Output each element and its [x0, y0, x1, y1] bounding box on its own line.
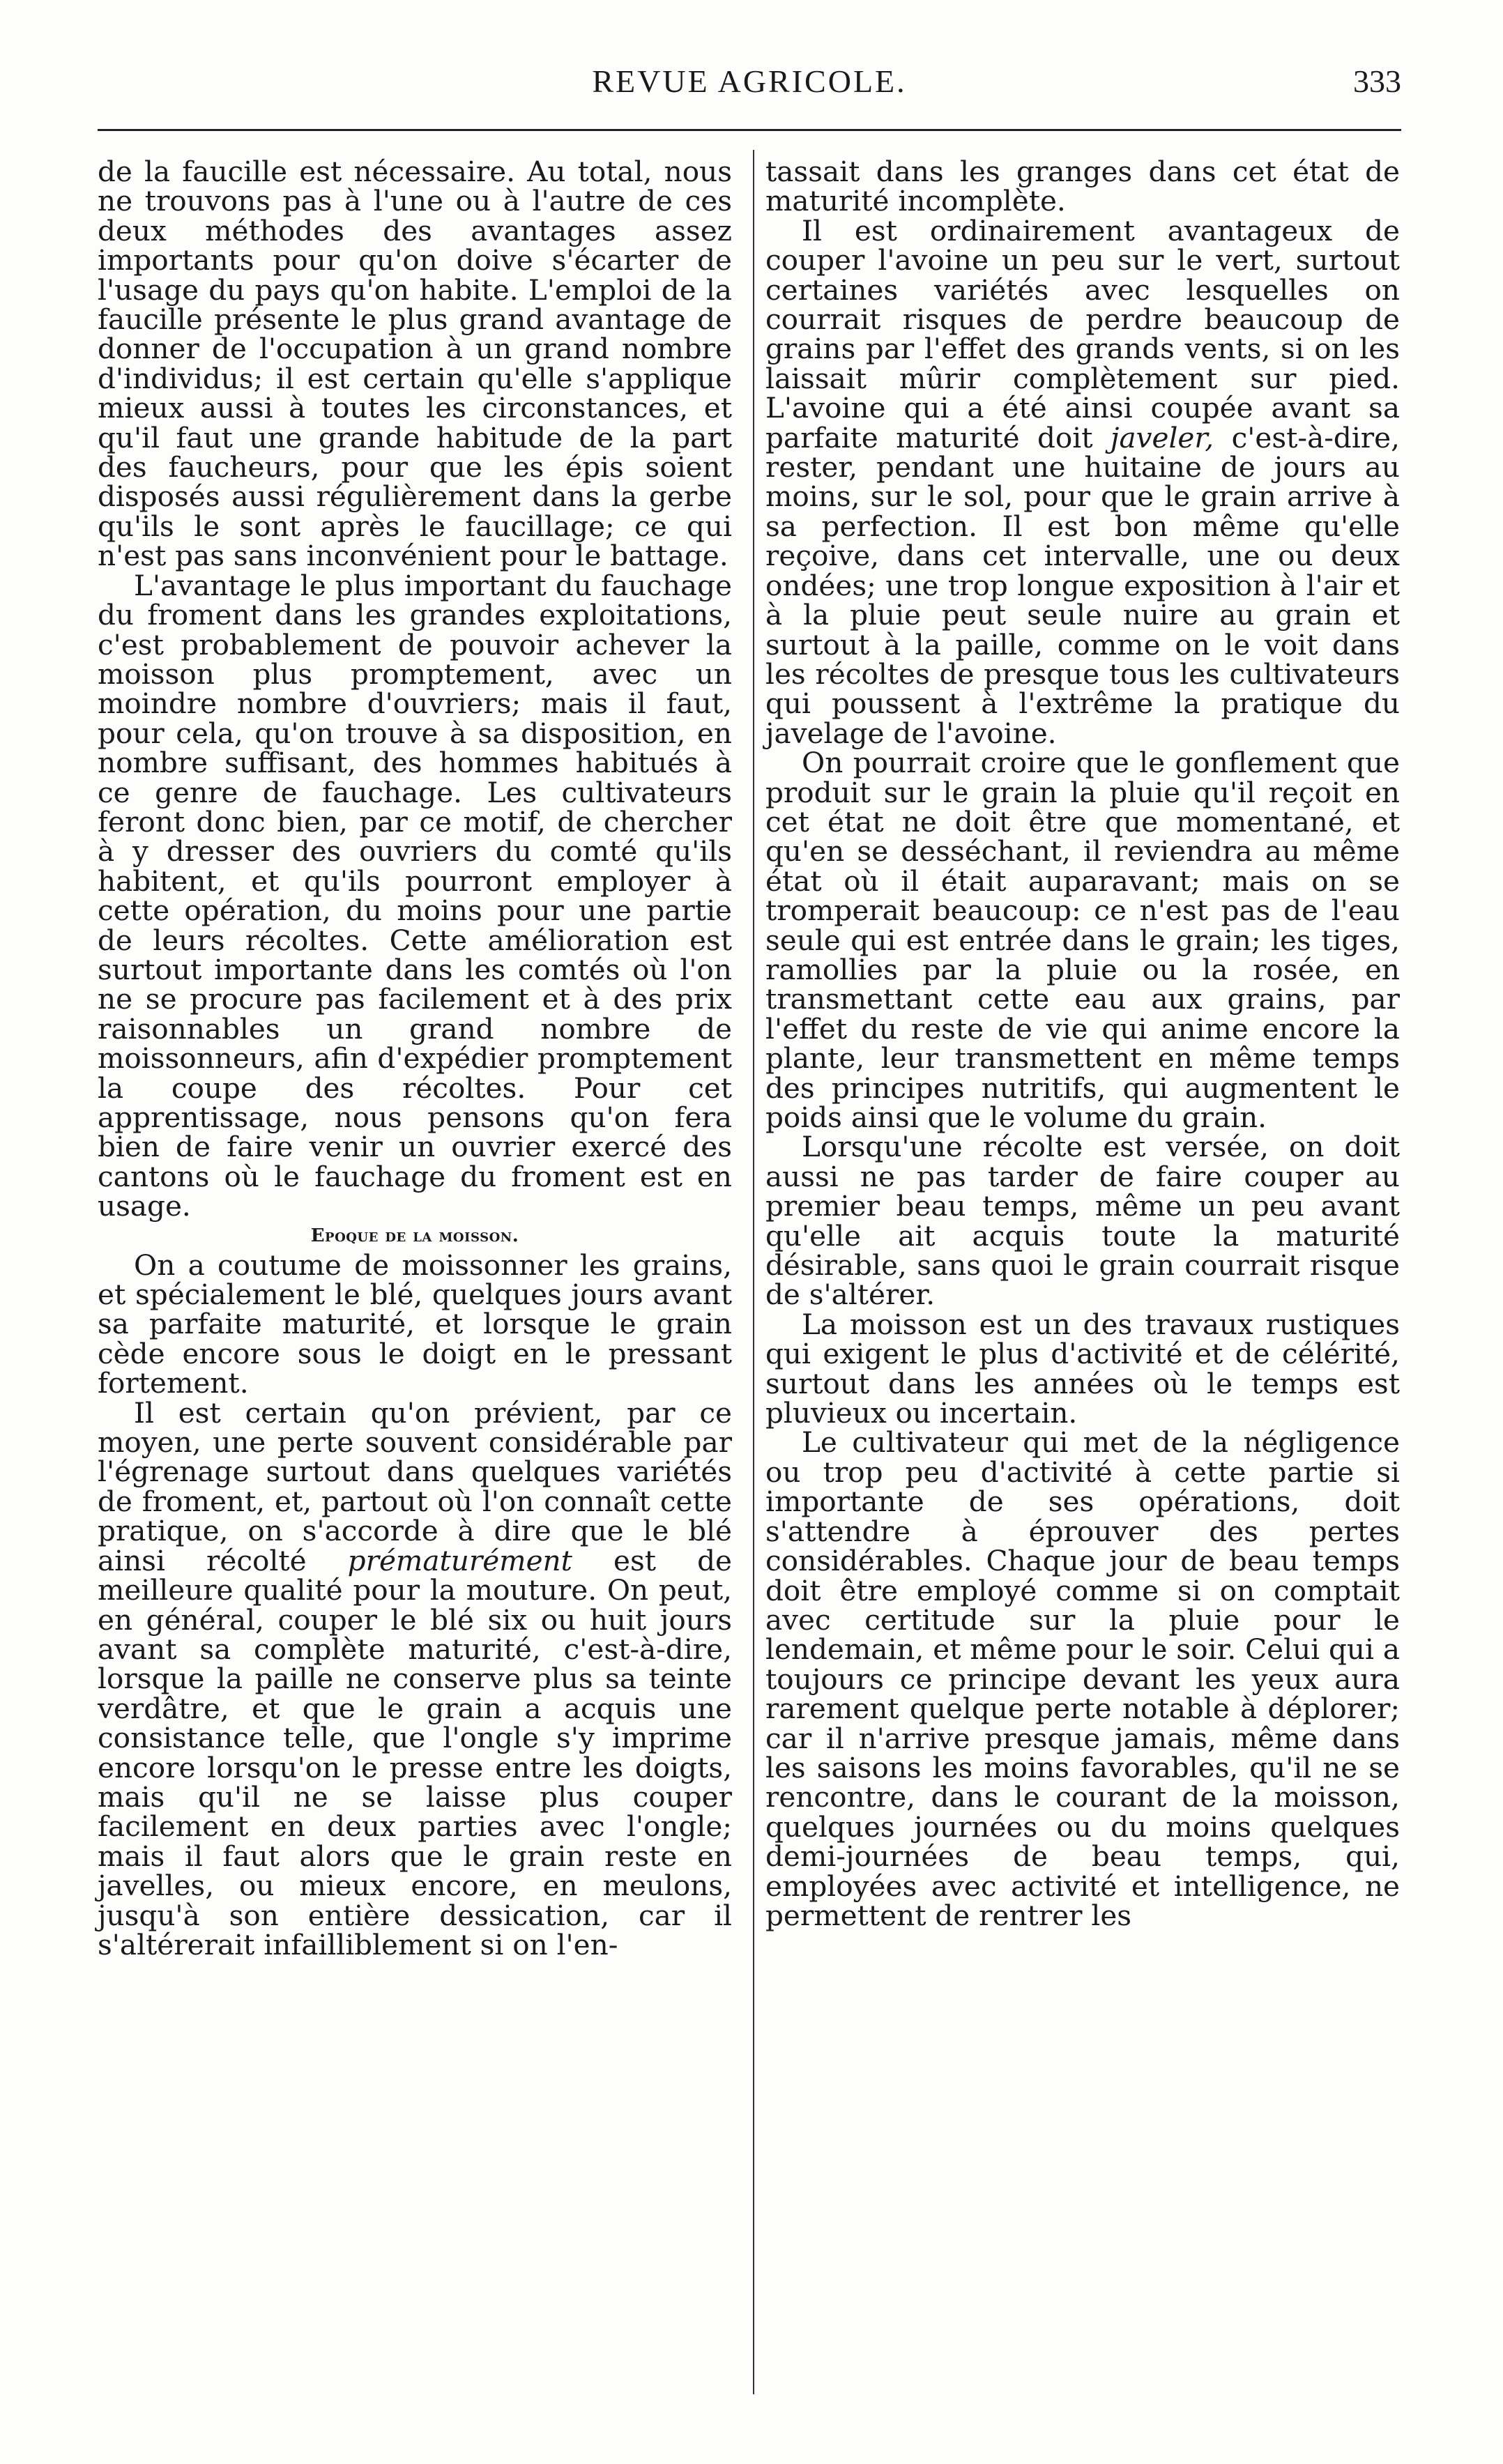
- italic-term: javeler,: [1110, 420, 1214, 454]
- header-rule: [98, 129, 1401, 131]
- page-number: 333: [1353, 63, 1401, 99]
- paragraph: [765, 213, 1401, 750]
- italic-term: prématurément: [347, 1543, 572, 1577]
- paragraph: La moisson est un des travaux rustiques qui exigent le plus d'activité et de célérité, surtout dans les années où le temps est pluvieux ou incertain.: [765, 1307, 1400, 1430]
- paragraph: Le cultivateur qui met de la négligence ou trop peu d'activité à cette partie si importante de ses opérations, doit s'attendre à éprouver des pertes considérables. Chaque jour de beau temps doit être employé comme si on comptait avec certitude sur la pluie pour le lendemain, et même pour le soir. Celui qui a toujours ce principe devant les yeux aura rarement quelque perte notable à déplorer; car il n'arrive presque jamais, même dans les saisons les moins favorables, qu'il ne se rencontre, dans le courant de la moisson, quelques journées ou du moins quelques demi-journées de beau temps, qui, employées avec activité et intelligence, ne permettent de rentrer les: [765, 1425, 1400, 1932]
- text-run: Il est ordinairement avantageux de couper l'avoine un peu sur le vert, surtout certaines variétés avec lesquelles on courrait risques de perdre beaucoup de grains par l'effet des grands vents, si on les laissait mûrir complètement sur pied. L'avoine qui a été ainsi coupée avant sa parfaite maturité doit: [765, 213, 1400, 454]
- paragraph: de la faucille est nécessaire. Au total, nous ne trouvons pas à l'une ou à l'autre de ces deux méthodes des avantages assez importants pour qu'on doive s'écarter de l'usage du pays qu'on habite. L'emploi de la faucille présente le plus grand avantage de donner de l'occupation à un grand nombre d'individus; il est certain qu'elle s'applique mieux aussi à toutes les circonstances, et qu'il faut une grande habitude de la part des faucheurs, pour que les épis soient disposés aussi régulièrement dans la gerbe qu'ils le sont après le faucillage; ce qui n'est pas sans inconvénient pour le battage.: [98, 155, 732, 573]
- text-run: est de meilleure qualité pour la mouture. On peut, en général, couper le blé six ou huit jours avant sa complète maturité, c'est-à-dire, lorsque la paille ne conserve plus sa teinte verdâtre, et que le grain a acquis une consistance telle, que l'ongle s'y imprime encore lorsqu'on le presse entre les doigts, mais qu'il ne se laisse plus couper facilement en deux parties avec l'ongle; mais il faut alors que le grain reste en javelles, ou mieux encore, en meulons, jusqu'à son entière dessication, car il s'altérerait infailliblement si on l'en-: [98, 1543, 732, 1961]
- paragraph: L'avantage le plus important du fauchage du froment dans les grandes exploitations, c'est probablement de pouvoir achever la moisson plus promptement, avec un moindre nombre d'ouvriers; mais il faut, pour cela, qu'on trouve à sa disposition, en nombre suffisant, des hommes habitués à ce genre de fauchage. Les cultivateurs feront donc bien, par ce motif, de chercher à y dresser des ouvriers du comté qu'ils habitent, et qu'ils pourront employer à cette opération, du moins pour une partie de leurs récoltes. Cette amélioration est surtout importante dans les comtés où l'on ne se procure pas facilement et à des prix raisonnables un grand nombre de moissonneurs, afin d'expédier promptement la coupe des récoltes. Pour cet apprentissage, nous pensons qu'on fera bien de faire venir un ouvrier exercé des cantons où le fauchage du froment est en usage.: [98, 568, 732, 1223]
- text-run: Il est certain qu'on prévient, par ce moyen, une perte souvent considérable par l'égrenage surtout dans quelques variétés de froment, et, partout où l'on connaît cette pratique, on s'accorde à dire que le blé ainsi récolté: [98, 1395, 732, 1577]
- text-run: c'est-à-dire, rester, pendant une huitaine de jours au moins, sur le sol, pour que le grain arrive à sa perfection. Il est bon même qu'elle reçoive, dans cet intervalle, une ou deux ondées; une trop longue exposition à l'air et à la pluie peut seule nuire au grain et surtout à la paille, comme on le voit dans les récoltes de presque tous les cultivateurs qui poussent à l'extrême la pratique du javelage de l'avoine.: [765, 420, 1401, 750]
- page-header: [98, 63, 1401, 112]
- right-column: [765, 157, 1400, 1930]
- paragraph: On a coutume de moissonner les grains, et spécialement le blé, quelques jours avant sa parfaite maturité, et lorsque le grain cède encore sous le doigt en le pressant fortement.: [98, 1248, 732, 1400]
- section-heading: [98, 1223, 732, 1249]
- running-title: REVUE AGRICOLE.: [592, 63, 907, 99]
- column-divider: [753, 150, 754, 2394]
- paragraph: On pourrait croire que le gonflement que produit sur le grain la pluie qu'il reçoit en cet état ne doit être que momentané, et qu'en se desséchant, il reviendra au même état où il était auparavant; mais on se tromperait beaucoup: ce n'est pas de l'eau seule qui est entrée dans le grain; les tiges, ramollies par la pluie ou la rosée, en transmettant cette eau aux grains, par l'effet du reste de vie qui anime encore la plante, leur transmettent en même temps des principes nutritifs, qui augmentent le poids ainsi que le volume du grain.: [765, 746, 1400, 1134]
- paragraph: [98, 1395, 732, 1961]
- paragraph: tassait dans les granges dans cet état de maturité incomplète.: [765, 155, 1400, 218]
- section-heading-text: Epoque de la moisson.: [310, 1225, 519, 1246]
- left-column: [98, 157, 732, 1959]
- paragraph: Lorsqu'une récolte est versée, on doit aussi ne pas tarder de faire couper au premier beau temps, même un peu avant qu'elle ait acquis toute la maturité désirable, sans quoi le grain courrait risque de s'altérer.: [765, 1130, 1400, 1312]
